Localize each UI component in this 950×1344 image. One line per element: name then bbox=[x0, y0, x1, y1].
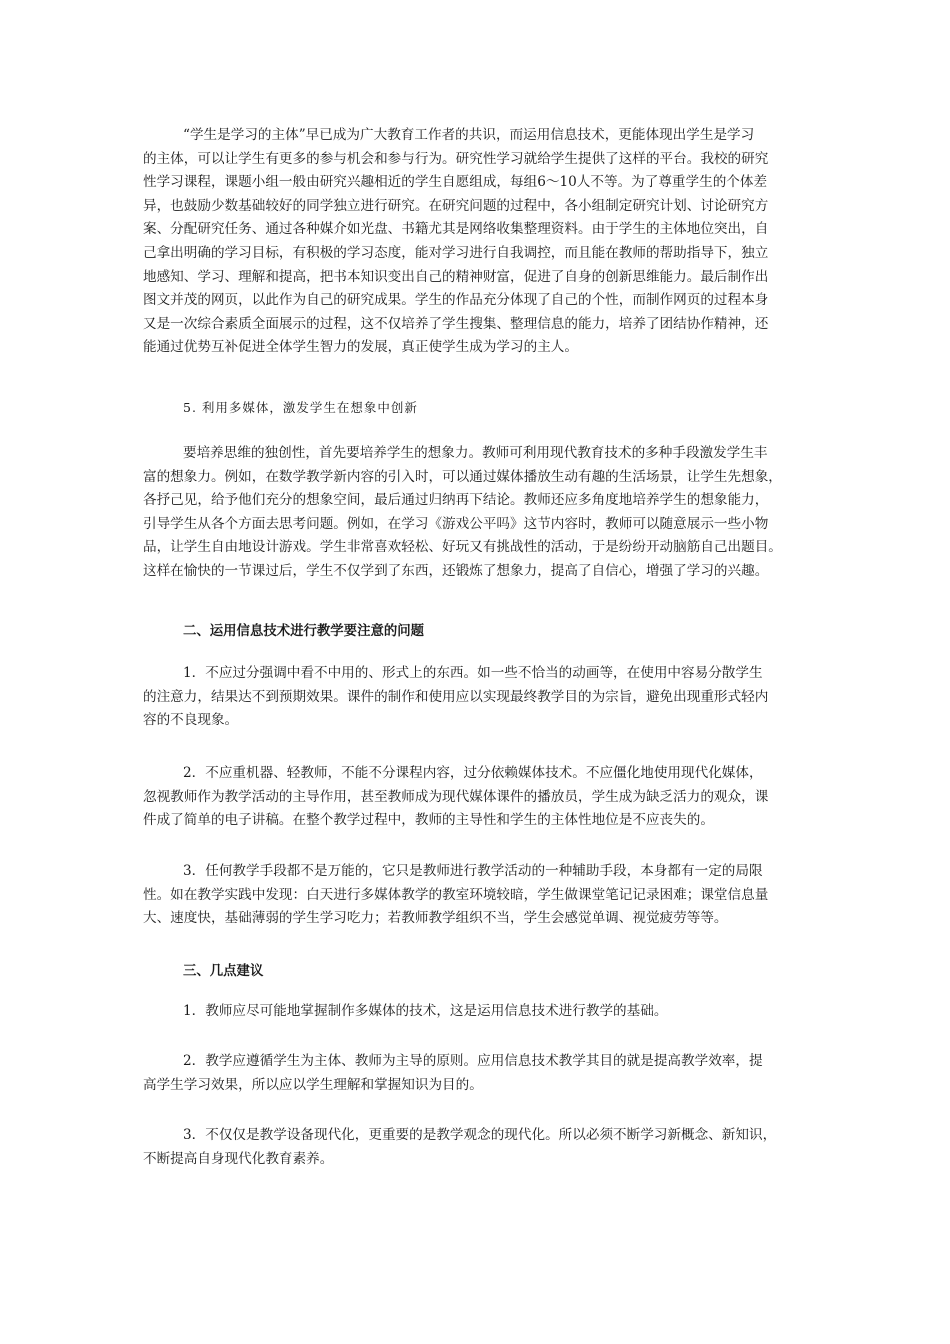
paragraph-student-subject bbox=[143, 124, 813, 360]
section-heading-issues: 二、运用信息技术进行教学要注意的问题 bbox=[183, 624, 425, 639]
text-line: 的注意力，结果达不到预期效果。课件的制作和使用应以实现最终教学目的为宗旨，避免出现重形式轻内 bbox=[143, 688, 769, 705]
text-line: “学生是学习的主体”早已成为广大教育工作者的共识，而运用信息技术，更能体现出学生是学习 bbox=[183, 127, 755, 143]
text-line: 1．教师应尽可能地掌握制作多媒体的技术，这是运用信息技术进行教学的基础。 bbox=[183, 1003, 668, 1019]
text-line: 不断提高自身现代化教育素养。 bbox=[143, 1150, 334, 1167]
text-line: 各抒己见，给予他们充分的想象空间，最后通过归纳再下结论。教师还应多角度地培养学生的想象能力， bbox=[143, 492, 769, 509]
text-line: 性学习课程，课题小组一般由研究兴趣相近的学生自愿组成，每组6～10人不等。为了尊重学生的个体差 bbox=[143, 174, 768, 191]
text-line: 3．任何教学手段都不是万能的，它只是教师进行教学活动的一种辅助手段，本身都有一定的局限 bbox=[183, 863, 763, 879]
text-line: 1．不应过分强调中看不中用的、形式上的东西。如一些不恰当的动画等，在使用中容易分散学生 bbox=[183, 665, 763, 681]
paragraph-issue-2 bbox=[143, 762, 813, 833]
text-line: 忽视教师作为教学活动的主导作用，甚至教师成为现代媒体课件的播放员，学生成为缺乏活力的观众，课 bbox=[143, 788, 769, 805]
paragraph-imagination bbox=[143, 442, 813, 584]
paragraph-suggestion-1 bbox=[143, 1000, 813, 1024]
text-line: 的主体，可以让学生有更多的参与机会和参与行为。研究性学习就给学生提供了这样的平台。我校的研究 bbox=[143, 150, 769, 167]
text-line: 件成了简单的电子讲稿。在整个教学过程中，教师的主导性和学生的主体性地位是不应丧失的。 bbox=[143, 812, 714, 829]
text-line: 2．不应重机器、轻教师，不能不分课程内容，过分依赖媒体技术。不应僵化地使用现代化媒体， bbox=[183, 765, 763, 781]
text-line: 能通过优势互补促进全体学生智力的发展，真正使学生成为学习的主人。 bbox=[143, 339, 578, 356]
text-line: 图文并茂的网页，以此作为自己的研究成果。学生的作品充分体现了自己的个性，而制作网页的过程本身 bbox=[143, 292, 769, 309]
text-line: 这样在愉快的一节课过后，学生不仅学到了东西，还锻炼了想象力，提高了自信心，增强了学习的兴趣。 bbox=[143, 562, 769, 579]
text-line: 异，也鼓励少数基础较好的同学独立进行研究。在研究问题的过程中，各小组制定研究计划、讨论研究方 bbox=[143, 197, 769, 214]
text-line: 容的不良现象。 bbox=[143, 712, 239, 729]
text-line: 己拿出明确的学习目标，有积极的学习态度，能对学习进行自我调控，而且能在教师的帮助指导下，独立 bbox=[143, 244, 769, 261]
paragraph-issue-1 bbox=[143, 662, 813, 733]
paragraph-suggestion-2 bbox=[143, 1050, 813, 1097]
text-line: 3．不仅仅是教学设备现代化，更重要的是教学观念的现代化。所以必须不断学习新概念、新知识， bbox=[183, 1127, 777, 1143]
text-line: 2．教学应遵循学生为主体、教师为主导的原则。应用信息技术教学其目的就是提高教学效率，提 bbox=[183, 1053, 763, 1069]
text-line: 高学生学习效果，所以应以学生理解和掌握知识为目的。 bbox=[143, 1076, 483, 1093]
text-line: 大、速度快，基础薄弱的学生学习吃力；若教师教学组织不当，学生会感觉单调、视觉疲劳等等。 bbox=[143, 910, 728, 927]
section-heading-suggestions: 三、几点建议 bbox=[183, 964, 264, 979]
text-line: 富的想象力。例如，在数学教学新内容的引入时，可以通过媒体播放生动有趣的生活场景，让学生先想象， bbox=[143, 468, 782, 485]
text-line: 品，让学生自由地设计游戏。学生非常喜欢轻松、好玩又有挑战性的活动，于是纷纷开动脑筋自己出题目。 bbox=[143, 539, 782, 556]
text-line: 要培养思维的独创性，首先要培养学生的想象力。教师可利用现代教育技术的多种手段激发学生丰 bbox=[183, 445, 768, 461]
text-line: 案、分配研究任务、通过各种媒介如光盘、书籍尤其是网络收集整理资料。由于学生的主体地位突出，自 bbox=[143, 221, 769, 238]
paragraph-issue-3 bbox=[143, 860, 813, 931]
text-line: 地感知、学习、理解和提高，把书本知识变出自己的精神财富，促进了自身的创新思维能力。最后制作出 bbox=[143, 268, 769, 285]
text-line: 性。如在教学实践中发现：白天进行多媒体教学的教室环境较暗，学生做课堂笔记记录困难；课堂信息量 bbox=[143, 886, 769, 903]
text-line: 引导学生从各个方面去思考问题。例如，在学习《游戏公平吗》这节内容时，教师可以随意展示一些小物 bbox=[143, 515, 769, 532]
subheading-multimedia-imagination: 5. 利用多媒体，激发学生在想象中创新 bbox=[183, 400, 418, 415]
text-line: 又是一次综合素质全面展示的过程，这不仅培养了学生搜集、整理信息的能力，培养了团结协作精神，还 bbox=[143, 315, 769, 332]
paragraph-suggestion-3 bbox=[143, 1124, 813, 1171]
